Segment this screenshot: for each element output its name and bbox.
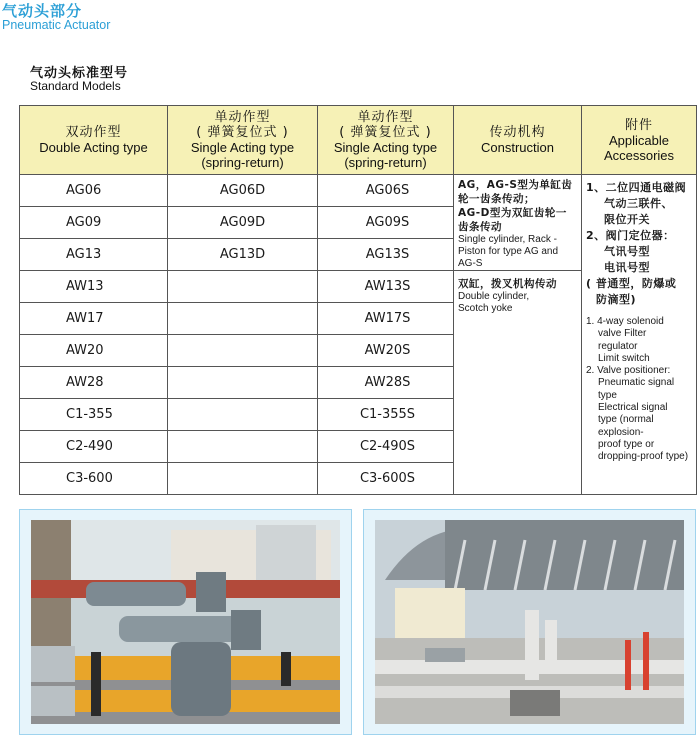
cell-single-a: [168, 335, 318, 367]
col-header-accessories: 附件 Applicable Accessories: [582, 106, 697, 175]
cell-single-b: AW28S: [318, 367, 454, 399]
col-header-single-acting-a: 单动作型 ( 弹簧复位式 ) Single Acting type (spring-return): [168, 106, 318, 175]
photo-plant-pipeline: [363, 509, 696, 735]
col-header-construction: 传动机构 Construction: [454, 106, 582, 175]
col-header-double-acting: 双动作型 Double Acting type: [20, 106, 168, 175]
construction-cell-ag: AG，AG-S型为单缸齿 轮一齿条传动； AG-D型为双缸齿轮一 齿条传动 Single cylinder, Rack - Piston for type AG and AG-S: [454, 175, 582, 271]
cell-single-b: AW13S: [318, 271, 454, 303]
cell-double: AG06: [20, 175, 168, 207]
cell-double: AG13: [20, 239, 168, 271]
cell-single-b: C1-355S: [318, 399, 454, 431]
cell-double: AW13: [20, 271, 168, 303]
cell-single-a: [168, 303, 318, 335]
cell-single-b: AG13S: [318, 239, 454, 271]
page-title-cn: 气动头部分: [2, 2, 83, 20]
cell-single-b: AG06S: [318, 175, 454, 207]
photo-actuator-installation: [19, 509, 352, 735]
cell-double: AW17: [20, 303, 168, 335]
section-title-cn: 气动头标准型号: [30, 66, 129, 81]
actuator-pipeline-illustration: [31, 520, 340, 724]
cell-double: C2-490: [20, 431, 168, 463]
cell-single-b: AW17S: [318, 303, 454, 335]
cell-double: AG09: [20, 207, 168, 239]
construction-cell-aw: 双缸，拨叉机构传动 Double cylinder, Scotch yoke: [454, 271, 582, 495]
cell-single-a: [168, 463, 318, 495]
table-row: [20, 175, 697, 207]
cell-double: C1-355: [20, 399, 168, 431]
page-title-en: Pneumatic Actuator: [2, 18, 111, 32]
accessories-cell: 1、二位四通电磁阀 气动三联件、 限位开关 2、阀门定位器： 气讯号型 电讯号型 ( 普通型，防爆或 防滴型) 1. 4-way solenoid valve Filter regulator Limit switch 2. Valve positioner: Pneumatic signal type Electrical signal type (normal explosion- proof type or dropping-proof type): [582, 175, 697, 495]
plant-pipeline-illustration: [375, 520, 684, 724]
cell-single-b: C3-600S: [318, 463, 454, 495]
section-title-en: Standard Models: [30, 79, 121, 93]
cell-single-a: AG06D: [168, 175, 318, 207]
cell-double: AW20: [20, 335, 168, 367]
cell-double: AW28: [20, 367, 168, 399]
cell-single-b: C2-490S: [318, 431, 454, 463]
cell-single-a: AG13D: [168, 239, 318, 271]
col-header-single-acting-b: 单动作型 ( 弹簧复位式 ) Single Acting type (spring-return): [318, 106, 454, 175]
table-header-row: [20, 106, 697, 175]
cell-single-a: [168, 367, 318, 399]
cell-single-b: AG09S: [318, 207, 454, 239]
cell-single-b: AW20S: [318, 335, 454, 367]
standard-models-table: [19, 105, 697, 495]
cell-single-a: [168, 399, 318, 431]
cell-single-a: [168, 271, 318, 303]
cell-double: C3-600: [20, 463, 168, 495]
cell-single-a: [168, 431, 318, 463]
cell-single-a: AG09D: [168, 207, 318, 239]
